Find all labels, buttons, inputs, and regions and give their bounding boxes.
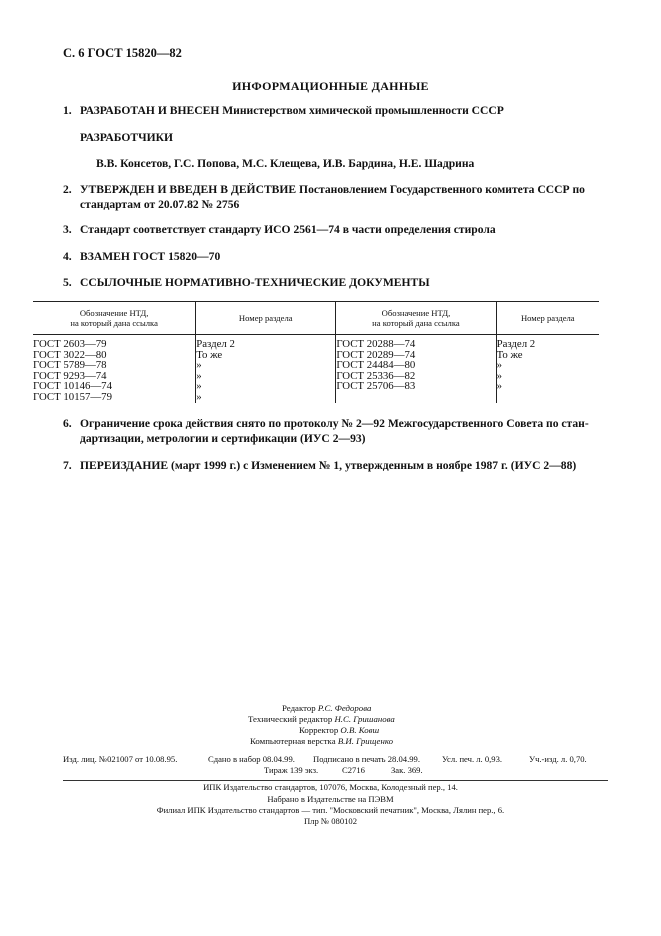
item-7 xyxy=(63,458,608,473)
references-table xyxy=(33,301,599,403)
list-item: » xyxy=(196,380,202,393)
list-item: ГОСТ 24484—80 xyxy=(336,359,416,372)
list-item: » xyxy=(496,369,502,382)
header-line: Обозначение НТД, xyxy=(79,308,149,318)
imprint-license: Изд. лиц. №021007 от 10.08.95. xyxy=(63,754,178,764)
publisher-line: Плр № 080102 xyxy=(303,816,358,826)
imprint-izd: Уч.-изд. л. 0,70. xyxy=(529,754,587,764)
list-item: » xyxy=(196,369,202,382)
col-header-section: Номер раздела xyxy=(496,302,599,335)
imprint-code: С2716 xyxy=(342,765,365,775)
left-docs-cell xyxy=(33,335,196,403)
right-sections-cell xyxy=(496,335,599,403)
imprint-sent: Сдано в набор 08.04.99. xyxy=(208,754,295,764)
divider xyxy=(63,780,608,781)
item-number: 1. xyxy=(63,104,72,117)
developers-list: В.В. Консетов, Г.С. Попова, М.С. Клещева, И.В. Бардина, Н.Е. Шадрина xyxy=(96,157,475,170)
header-line: Обозначение НТД, xyxy=(381,308,451,318)
publisher-line: Набрано в Издательстве на ПЭВМ xyxy=(267,794,394,804)
item-text: ВЗАМЕН ГОСТ 15820—70 xyxy=(80,250,221,263)
item-6 xyxy=(63,416,608,446)
credit-label: Корректор xyxy=(299,725,339,735)
list-item: ГОСТ 25706—83 xyxy=(336,380,416,393)
item-number: 5. xyxy=(63,276,72,289)
credit-layout xyxy=(250,736,393,747)
list-item: ГОСТ 3022—80 xyxy=(33,348,107,361)
credit-label: Технический редактор xyxy=(248,714,333,724)
table-row xyxy=(33,335,599,403)
col-header-section: Номер раздела xyxy=(196,302,336,335)
item-number: 3. xyxy=(63,223,72,236)
list-item: » xyxy=(196,359,202,372)
list-item: ГОСТ 5789—78 xyxy=(33,359,107,372)
imprint-run: Тираж 139 экз. xyxy=(264,765,319,775)
credit-name: Р.С. Федорова xyxy=(317,703,372,713)
item-text-line2: стандартам от 20.07.82 № 2756 xyxy=(80,198,240,211)
item-text: ССЫЛОЧНЫЕ НОРМАТИВНО-ТЕХНИЧЕСКИЕ ДОКУМЕНТЫ xyxy=(80,276,430,289)
item-number: 6. xyxy=(63,417,72,430)
page-title: ИНФОРМАЦИОННЫЕ ДАННЫЕ xyxy=(232,79,429,93)
item-5 xyxy=(63,275,608,290)
item-text: РАЗРАБОТАН И ВНЕСЕН Министерством химической промышленности СССР xyxy=(80,104,504,117)
credit-corrector xyxy=(299,725,379,736)
right-docs-cell xyxy=(336,335,496,403)
list-item: То же xyxy=(496,348,523,361)
imprint-signed: Подписано в печать 28.04.99. xyxy=(313,754,420,764)
item-1 xyxy=(63,103,608,118)
list-item: ГОСТ 9293—74 xyxy=(33,369,107,382)
publisher-line: ИПК Издательство стандартов, 107076, Москва, Колодезный пер., 14. xyxy=(203,782,458,792)
item-3 xyxy=(63,222,608,237)
item-text-line1: УТВЕРЖДЕН И ВВЕДЕН В ДЕЙСТВИЕ Постановлением Государственного комитета СССР по xyxy=(80,183,585,196)
developers-label: РАЗРАБОТЧИКИ xyxy=(80,131,174,144)
list-item: ГОСТ 20289—74 xyxy=(336,348,416,361)
imprint-order: Зак. 369. xyxy=(391,765,423,775)
col-header-doc xyxy=(33,302,196,335)
list-item: ГОСТ 10146—74 xyxy=(33,380,112,393)
credit-label: Редактор xyxy=(282,703,316,713)
item-number: 2. xyxy=(63,183,72,196)
imprint-pech: Усл. печ. л. 0,93. xyxy=(442,754,503,764)
header-line: на который дана ссылка xyxy=(372,318,460,328)
publisher-line: Филиал ИПК Издательство стандартов — тип. "Московский печатник", Москва, Лялин пер., 6. xyxy=(156,805,505,815)
item-2 xyxy=(63,182,608,212)
item-text: Стандарт соответствует стандарту ИСО 2561—74 в части определения стирола xyxy=(80,223,496,236)
list-item: ГОСТ 20288—74 xyxy=(336,338,416,350)
item-text-line1: Ограничение срока действия снято по протоколу № 2—92 Межгосударственного Совета по стан- xyxy=(80,417,589,430)
item-4 xyxy=(63,249,608,264)
credit-tech-editor xyxy=(248,714,395,725)
list-item: » xyxy=(496,359,502,372)
credit-name: Н.С. Гришанова xyxy=(334,714,395,724)
list-item: » xyxy=(196,390,202,403)
item-text: ПЕРЕИЗДАНИЕ (март 1999 г.) с Изменением № 1, утвержденным в ноябре 1987 г. (ИУС 2—88) xyxy=(80,459,577,472)
credit-name: О.В. Ковш xyxy=(340,725,380,735)
header-line: на который дана ссылка xyxy=(70,318,158,328)
item-text-line2: дартизации, метрологии и сертификации (ИУС 2—93) xyxy=(80,432,366,445)
list-item: ГОСТ 2603—79 xyxy=(33,338,107,350)
page-header: С. 6 ГОСТ 15820—82 xyxy=(63,46,182,60)
credit-name: В.И. Грищенко xyxy=(337,736,393,746)
credit-editor xyxy=(282,703,371,714)
list-item: Раздел 2 xyxy=(496,338,536,350)
credit-label: Компьютерная верстка xyxy=(250,736,336,746)
list-item: То же xyxy=(196,348,223,361)
list-item: ГОСТ 10157—79 xyxy=(33,390,112,403)
item-number: 7. xyxy=(63,459,72,472)
list-item: ГОСТ 25336—82 xyxy=(336,369,416,382)
left-sections-cell xyxy=(196,335,336,403)
item-number: 4. xyxy=(63,250,72,263)
table-header-row xyxy=(33,302,599,335)
list-item: » xyxy=(496,380,502,393)
list-item: Раздел 2 xyxy=(196,338,235,350)
col-header-doc xyxy=(336,302,496,335)
